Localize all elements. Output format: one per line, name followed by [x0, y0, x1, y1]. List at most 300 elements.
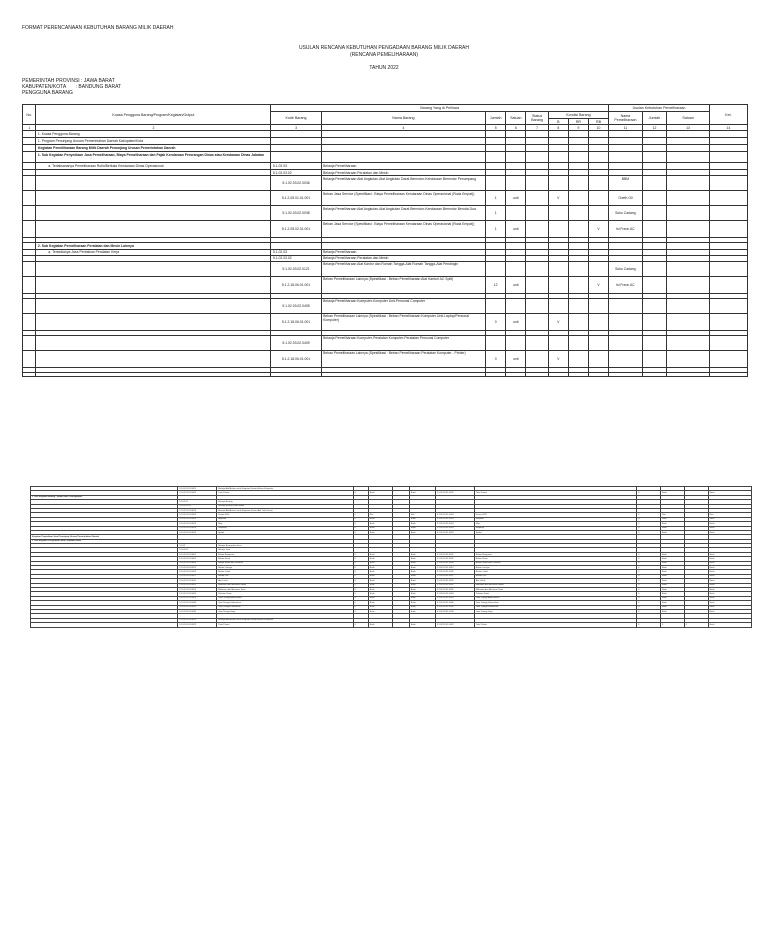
- kondisi-b-cell: V: [548, 191, 568, 206]
- sheet2-cell: Tinta Printer: [474, 491, 636, 495]
- col-num: 3: [271, 125, 321, 131]
- sheet2-cell: Buah: [409, 592, 435, 596]
- sheet2-cell: Jasa Tenaga Kebersihan: [217, 601, 353, 605]
- sheet2-cell: Buah: [368, 601, 392, 605]
- col-num: 8: [548, 125, 568, 131]
- sheet2-cell: Buah: [368, 522, 392, 526]
- sheet2-cell: Bahan Kimia: [217, 557, 353, 561]
- satuan-cell: unit: [506, 313, 526, 330]
- sheet2-cell: 0: [637, 605, 661, 609]
- sheet2-cell: [392, 623, 409, 627]
- sheet2-cell: 0: [637, 517, 661, 521]
- sheet2-cell: Buah: [660, 491, 684, 495]
- sheet2-cell: 5.1.02.01.01.0055: [178, 587, 217, 591]
- header-rr: RR: [568, 119, 588, 125]
- sheet2-cell: Kertas HVS: [217, 513, 353, 517]
- sheet2-cell: 0: [637, 530, 661, 534]
- sheet2-cell: Buah: [660, 561, 684, 565]
- nama-cell: Beban Jasa Service (Spesifikasi : Biaya Pemeliharaan Kendaraan Dinas Operasional (Roda Empat)): [321, 221, 485, 238]
- sheet2-cell: 5.1.02.01.01.0026: [178, 570, 217, 574]
- kondisi-rb-cell: V: [588, 276, 608, 293]
- kode-cell: 5.1.02.03: [271, 163, 321, 170]
- sheet2-cell: Buah: [660, 609, 684, 613]
- sheet2-cell: Map: [474, 522, 636, 526]
- col-num: 5: [486, 125, 506, 131]
- header-rb: RB: [588, 119, 608, 125]
- nama-cell: Belanja Pemeliharaan: [321, 249, 485, 255]
- col-num: 13: [667, 125, 710, 131]
- sheet2-cell: 0: [353, 570, 368, 574]
- nama-cell: Beban Pemeliharaan Lainnya (Spesifikasi : Beban Pemeliharaan Alat Kantor/ AC Split): [321, 276, 485, 293]
- sheet2-cell: Buah: [708, 592, 751, 596]
- sheet2-cell: 0: [353, 526, 368, 530]
- sheet2-cell: Belanja Jasa: [217, 548, 353, 552]
- table-row: [23, 261, 748, 276]
- header-usulan: Usulan Kebutuhan Pemeliharaan: [609, 105, 710, 112]
- sheet2-cell: 0: [637, 609, 661, 613]
- sheet2-cell: Buah: [409, 491, 435, 495]
- jumlah-cell: 0: [486, 313, 506, 330]
- sheet2-row: [31, 623, 752, 627]
- sheet2-cell: Bahan Kimia: [474, 557, 636, 561]
- sheet2-cell: Belanja Alat/Bahan untuk Kegiatan Kantor-Bahan Komputer: [217, 487, 353, 491]
- sheet2-cell: 5.1.02.01.01.0001: [178, 552, 217, 556]
- province-label: PEMERINTAH PROVINSI : JAWA BARAT: [22, 78, 115, 84]
- sheet2-cell: Bahan Bangunan: [217, 552, 353, 556]
- sheet2-cell: Buah: [708, 561, 751, 565]
- sheet2-cell: Buah: [660, 592, 684, 596]
- kode-cell: 5.1.2.18.06.01.001: [271, 276, 321, 293]
- kode-cell: 5.1.2.18.06.01.001: [271, 350, 321, 367]
- row-label: 2. Sub Kegiatan Pemeliharaan Peralatan dan Mesin Lainnya: [36, 243, 271, 249]
- sheet2-cell: Buah: [409, 561, 435, 565]
- sheet2-cell: Buah: [368, 566, 392, 570]
- sheet2-cell: Alat Listrik: [217, 579, 353, 583]
- sheet2-cell: Bahan Bakar dan Pelumas: [217, 561, 353, 565]
- sheet2-cell: Kertas HVS: [474, 513, 636, 517]
- sheet2-cell: Benda Pos: [474, 574, 636, 578]
- user-label: PENGGUNA BARANG: [22, 90, 73, 96]
- sheet2-cell: Alat Listrik: [474, 579, 636, 583]
- sheet2-cell: 5.1.02.01.01.0055: [435, 587, 474, 591]
- sheet2-cell: Belanja Alat/Bahan untuk Kegiatan Kantor-Alat Tulis Kantor: [217, 508, 353, 512]
- pemeliharaan-cell: Isi Freon AC: [609, 276, 643, 293]
- table-row: [23, 131, 748, 138]
- sheet2-cell: Buah: [368, 579, 392, 583]
- sheet2-cell: Jasa Tenaga Administrasi: [217, 596, 353, 600]
- sheet2-cell: Buah: [660, 526, 684, 530]
- sheet2-cell: Rim: [708, 513, 751, 517]
- sheet2-cell: 5.1.02.02.01.0030: [178, 601, 217, 605]
- sheet2-cell: Buah: [708, 579, 751, 583]
- pemeliharaan-cell: Suku Cadang: [609, 206, 643, 221]
- sheet2-cell: 5.1.02.01.01.0024: [435, 526, 474, 530]
- sheet2-cell: 5.1.02.01.01.0002: [435, 557, 474, 561]
- header-kuasa: Kuasa Pengguna Barang/Program/Kegiatan/Output: [36, 105, 271, 125]
- sheet2-cell: 5.1.02: [178, 544, 217, 548]
- header-nama-pemeliharaan: Nama Pemeliharaan: [609, 112, 643, 125]
- header-no: No.: [23, 105, 36, 125]
- sheet2-cell: Jasa Tenaga Administrasi: [474, 596, 636, 600]
- sheet2-cell: 0: [353, 513, 368, 517]
- sheet2-cell: Rim: [368, 513, 392, 517]
- sheet2-cell: Spidol: [474, 530, 636, 534]
- kode-cell: 5.1.02.03.02: [271, 255, 321, 261]
- sheet2-cell: 5.1.02.02.01.0026: [435, 596, 474, 600]
- table-row: [23, 276, 748, 293]
- sheet2-cell: 5.1.02.01.01.0031: [435, 579, 474, 583]
- sheet2-cell: Buah: [660, 579, 684, 583]
- kondisi-rb-cell: V: [588, 221, 608, 238]
- sheet2-cell: 0: [353, 557, 368, 561]
- table-row: [23, 152, 748, 163]
- sheet2-cell: Tinta Printer: [217, 491, 353, 495]
- sheet2-cell: 0: [637, 592, 661, 596]
- nama-cell: Belanja Pemeliharaan Alat Kantor dan Rumah Tangga-Alat Rumah Tangga-Alat Pendingin: [321, 261, 485, 276]
- nama-cell: Belanja Pemeliharaan Komputer-Peralatan Komputer-Peralatan Personal Computer: [321, 335, 485, 350]
- sheet2-cell: Buah: [368, 561, 392, 565]
- sheet2-cell: 5.1.02.01.01.0026: [435, 570, 474, 574]
- sheet2-cell: 0: [353, 579, 368, 583]
- sheet2-cell: Buah: [660, 530, 684, 534]
- jumlah-cell: 1: [486, 206, 506, 221]
- sheet2-cell: Bahan Bakar dan Pelumas: [474, 561, 636, 565]
- sheet2-cell: 5.1.02.01.01.0024: [178, 522, 217, 526]
- sheet2-cell: 5.1.02.01: [178, 500, 217, 504]
- sheet2-cell: 5.1.02.02.01.0033: [178, 609, 217, 613]
- table-row: [23, 138, 748, 145]
- sheet2-cell: Ballpoint: [217, 517, 353, 521]
- sheet2-cell: 5.1.02.01.01.0024: [435, 522, 474, 526]
- row-label: a. Tersedianya Jasa Perbaikan Peralatan Kerja: [36, 249, 271, 255]
- sheet2-cell: Buah: [368, 583, 392, 587]
- sheet2-cell: 5.1.02.01.01.0029: [435, 491, 474, 495]
- sheet2-cell: 5.1.02.01.01.0027: [178, 574, 217, 578]
- sheet2-cell: 0: [637, 587, 661, 591]
- sheet2-cell: Buah: [368, 587, 392, 591]
- sheet2-cell: 5.1.02.01.01.0052: [178, 583, 217, 587]
- sheet2-cell: Buah: [708, 609, 751, 613]
- sheet2-cell: Buah: [660, 557, 684, 561]
- sheet2-cell: 0: [637, 552, 661, 556]
- city-label: KABUPATEN/KOTA : BANDUNG BARAT: [22, 84, 122, 90]
- sheet2-cell: Bahan Cetak: [474, 570, 636, 574]
- sheet2-cell: Buah: [409, 557, 435, 561]
- sheet2-cell: 0: [637, 522, 661, 526]
- header-jumlah: Jumlah: [486, 112, 506, 125]
- sheet2-cell: Stopmap: [217, 526, 353, 530]
- nama-cell: Belanja Pemeliharaan Alat Angkutan-Alat Angkutan Darat Bermotor-Kendaraan Bermotor Beroda Dua: [321, 206, 485, 221]
- col-num: 14: [709, 125, 747, 131]
- sheet2-cell: Buah: [409, 552, 435, 556]
- header-status: Status Barang: [526, 112, 548, 125]
- sheet2-cell: Buah: [660, 574, 684, 578]
- sheet2-cell: Belanja Barang Pakai Habis: [217, 504, 353, 508]
- table-row: [23, 176, 748, 191]
- sheet2-cell: Jasa Tenaga Kebersihan: [474, 601, 636, 605]
- sheet2-cell: Makanan dan Minuman Tamu: [217, 587, 353, 591]
- kode-cell: 5.1.2.05.01.01.001: [271, 191, 321, 206]
- sheet2-cell: Buah: [660, 601, 684, 605]
- header-b: B: [548, 119, 568, 125]
- nama-cell: Belanja Pemeliharaan: [321, 163, 485, 170]
- sheet2-cell: Pakaian Dinas: [474, 592, 636, 596]
- sheet2-cell: Buah: [708, 587, 751, 591]
- sheet2-cell: 5.1.02.01.01.0029: [435, 623, 474, 627]
- header-barang-dipelihara: Barang Yang di Pelihara: [271, 105, 609, 112]
- header-u-satuan: Satuan: [667, 112, 710, 125]
- sheet2-cell: Buah: [409, 601, 435, 605]
- sheet2-cell: 0: [660, 623, 684, 627]
- table-row: [23, 221, 748, 238]
- sheet2-cell: Jasa Tenaga Keamanan: [474, 605, 636, 609]
- sheet2-cell: Buah: [368, 596, 392, 600]
- sheet2-cell: 1. Sub Kegiatan Barang - Bahan dan Perlengkapan: [31, 495, 178, 499]
- sheet2-cell: [31, 623, 178, 627]
- sheet2-cell: Benda Pos: [217, 574, 353, 578]
- sheet2-cell: 0: [637, 513, 661, 517]
- sheet2-cell: 0: [353, 592, 368, 596]
- sheet2-cell: Ballpoint: [474, 517, 636, 521]
- sheet2-cell: Jasa Tenaga Supir: [474, 609, 636, 613]
- sheet2-cell: Buah: [708, 570, 751, 574]
- pemeliharaan-cell: Suku Cadang: [609, 261, 643, 276]
- sheet2-cell: Buah: [409, 522, 435, 526]
- sheet2-cell: 1. Sub Kegiatan Penyediaan Jasa Peralatan Dinas: [31, 539, 178, 543]
- sheet2-cell: Buah: [409, 574, 435, 578]
- secondary-sheet-table: [30, 486, 752, 628]
- jumlah-cell: 1: [486, 221, 506, 238]
- sheet2-cell: 0: [353, 561, 368, 565]
- sheet2-cell: 5.1.02.01.01.0024: [435, 517, 474, 521]
- sheet2-cell: 5.1.02.02.01.0026: [178, 596, 217, 600]
- sheet2-cell: Buah: [409, 609, 435, 613]
- sheet2-cell: 0: [353, 491, 368, 495]
- sheet2-cell: 5.1.02.01.01.0064: [178, 592, 217, 596]
- table-row: [23, 191, 748, 206]
- table-row: [23, 298, 748, 313]
- sheet2-cell: 5.1.02.02.01.0033: [435, 609, 474, 613]
- sheet2-cell: Makanan dan Minuman Rapat: [217, 583, 353, 587]
- sheet2-cell: 5.1.02.01.01.0029: [178, 487, 217, 491]
- nama-cell: Belanja Pemeliharaan Alat Angkutan-Alat Angkutan Darat Bermotor-Kendaraan Bermotor Penumpang: [321, 176, 485, 191]
- sheet2-cell: 0: [637, 574, 661, 578]
- sheet2-cell: 0: [353, 522, 368, 526]
- sheet2-cell: 5.1.02.02.01.0030: [435, 601, 474, 605]
- sheet2-cell: Jasa Tenaga Keamanan: [217, 605, 353, 609]
- sheet2-cell: 0: [353, 530, 368, 534]
- sheet2-cell: Bahan Lainnya: [474, 566, 636, 570]
- satuan-cell: unit: [506, 221, 526, 238]
- sheet2-cell: 5.1.02.01.01.0004: [435, 561, 474, 565]
- sheet2-cell: 5.1.02.01.01.0004: [178, 561, 217, 565]
- sheet2-cell: 5.1.02.01.01.0029: [178, 618, 217, 622]
- row-label: 1. Sub Kegiatan Penyediaan Jasa Pemeliharaan, Biaya Pemeliharaan dan Pajak Kendaraan Perorangan Dinas atau Kendaraan Dinas Jabatan: [36, 152, 271, 163]
- header-kondisi: Kondisi Barang: [548, 112, 608, 119]
- sheet2-cell: Buah: [409, 517, 435, 521]
- sheet2-cell: 5.1.02.01.01.0012: [435, 566, 474, 570]
- header-kode: Kode Barang: [271, 112, 321, 125]
- sheet2-cell: 5.1.02.01.01.0031: [178, 579, 217, 583]
- sheet2-cell: 0: [637, 623, 661, 627]
- sheet2-cell: Buah: [660, 605, 684, 609]
- col-num: 12: [642, 125, 667, 131]
- sheet2-cell: Belanja Barang dan Jasa: [217, 544, 353, 548]
- sheet2-cell: 0: [353, 601, 368, 605]
- sheet2-cell: 0: [353, 605, 368, 609]
- sheet2-cell: 5.1.02.01.01.0027: [435, 574, 474, 578]
- sheet2-cell: 0: [684, 623, 708, 627]
- sheet2-cell: 0: [353, 574, 368, 578]
- sheet2-cell: Makanan dan Minuman Rapat: [474, 583, 636, 587]
- sheet2-cell: Buah: [368, 592, 392, 596]
- sheet2-cell: 5.1.02.01.01.0029: [178, 623, 217, 627]
- table-row: [23, 145, 748, 152]
- sheet2-cell: Buah: [660, 583, 684, 587]
- sheet2-cell: 5.1.02.02.01.0031: [435, 605, 474, 609]
- sheet2-cell: Buah: [708, 566, 751, 570]
- col-num: 1: [23, 125, 36, 131]
- sheet2-cell: Rim: [409, 513, 435, 517]
- kondisi-b-cell: V: [548, 350, 568, 367]
- sheet2-cell: 0: [353, 566, 368, 570]
- sheet2-cell: Kegiatan Penyediaan Jasa Penunjang Urusan Pemerintahan Daerah: [31, 535, 178, 539]
- header-satuan: Satuan: [506, 112, 526, 125]
- sheet2-cell: 5.1.02.02: [178, 548, 217, 552]
- sheet2-cell: Buah: [409, 605, 435, 609]
- sheet2-cell: 0: [353, 596, 368, 600]
- sheet2-cell: Bahan Bangunan: [474, 552, 636, 556]
- sheet2-cell: Buah: [409, 587, 435, 591]
- nama-cell: Belanja Pemeliharaan Peralatan dan Mesin: [321, 170, 485, 176]
- sheet2-cell: 5.1.02.01.01.0064: [435, 592, 474, 596]
- col-num: 6: [506, 125, 526, 131]
- nama-cell: Beban Pemeliharaan Lainnya (Spesifikasi : Beban Pemeliharaan Komputer Unit-Laptop/Personal Komputer): [321, 313, 485, 330]
- sheet2-cell: 5.1.02.01.01.0024: [178, 513, 217, 517]
- sheet2-cell: Buah: [368, 609, 392, 613]
- sheet2-cell: Buah: [660, 566, 684, 570]
- sheet2-cell: Buah: [409, 583, 435, 587]
- sheet2-cell: Rim: [660, 513, 684, 517]
- row-label: Kegiatan Pemeliharaan Barang Milik Daerah Penunjang Urusan Pemerintahan Daerah: [36, 145, 271, 152]
- sheet2-cell: 0: [353, 552, 368, 556]
- sheet2-cell: Belanja Barang: [217, 500, 353, 504]
- sheet2-cell: 5.1.02.01.01.0029: [178, 491, 217, 495]
- sheet2-cell: Buah: [368, 491, 392, 495]
- sheet2-cell: Buah: [708, 601, 751, 605]
- sheet2-cell: 5.1.02.01.01.0024: [178, 508, 217, 512]
- sheet2-cell: 5.1.02.01.01.0024: [178, 530, 217, 534]
- sheet2-cell: 0: [637, 526, 661, 530]
- sheet2-cell: 5.1.02.01.01.0024: [435, 513, 474, 517]
- jumlah-cell: 0: [486, 350, 506, 367]
- header-ket: Ket.: [709, 105, 747, 125]
- sheet2-cell: Buah: [708, 552, 751, 556]
- satuan-cell: unit: [506, 191, 526, 206]
- sheet2-cell: Buah: [660, 587, 684, 591]
- sheet2-cell: Buah: [660, 522, 684, 526]
- sheet2-cell: Bahan Lainnya: [217, 566, 353, 570]
- sheet2-cell: 5.1.02.01.01.0024: [178, 517, 217, 521]
- sheet2-cell: Map: [217, 522, 353, 526]
- table-row: [23, 313, 748, 330]
- sheet2-cell: 0: [637, 566, 661, 570]
- sheet2-cell: 0: [637, 561, 661, 565]
- sheet2-cell: 5.1.02.01.01.0012: [178, 566, 217, 570]
- nama-cell: Belanja Pemeliharaan Komputer-Komputer Unit-Personal Computer: [321, 298, 485, 313]
- sheet2-cell: 0: [637, 583, 661, 587]
- kode-cell: 5.1.02.03: [271, 249, 321, 255]
- kode-cell: 5.1.2.18.06.01.001: [271, 313, 321, 330]
- sheet2-cell: Buah: [660, 552, 684, 556]
- sheet2-cell: 0: [353, 623, 368, 627]
- sheet2-cell: 0: [353, 587, 368, 591]
- sheet2-cell: Buah: [708, 517, 751, 521]
- sheet2-cell: Buah: [409, 526, 435, 530]
- sheet2-cell: 5.1.02.01.01.0024: [178, 526, 217, 530]
- sheet2-cell: Buah: [409, 570, 435, 574]
- col-num: 11: [609, 125, 643, 131]
- sheet2-cell: Buah: [660, 570, 684, 574]
- jumlah-cell: 12: [486, 276, 506, 293]
- sheet2-cell: Buah: [708, 491, 751, 495]
- pemeliharaan-cell: Oveth Oil: [609, 191, 643, 206]
- format-title: FORMAT PERENCANAAN KEBUTUHAN BARANG MILIK DAERAH: [22, 25, 174, 31]
- sheet2-cell: Belanja Alat/Bahan untuk Kegiatan Kantor-Bahan Komputer: [217, 618, 353, 622]
- sheet2-cell: Jasa Tenaga Supir: [217, 609, 353, 613]
- header-u-jumlah: Jumlah: [642, 112, 667, 125]
- sheet2-cell: Buah: [368, 517, 392, 521]
- sheet2-cell: Buah: [708, 605, 751, 609]
- sheet2-cell: Buah: [660, 596, 684, 600]
- kode-cell: 5.1.2.05.02.01.001: [271, 221, 321, 238]
- col-num: 7: [526, 125, 548, 131]
- row-label: 1. Kuasa Pengguna Barang: [36, 131, 271, 138]
- sheet2-cell: Tinta Printer: [217, 623, 353, 627]
- table-row: [23, 206, 748, 221]
- sheet2-cell: Stopmap: [474, 526, 636, 530]
- sheet2-cell: Buah: [708, 596, 751, 600]
- header-nama: Nama Barang: [321, 112, 485, 125]
- sheet2-cell: Buah: [409, 596, 435, 600]
- sheet2-cell: Buah: [368, 623, 392, 627]
- table-row: [23, 350, 748, 367]
- doc-year: TAHUN 2022: [369, 65, 399, 71]
- sheet2-cell: Buah: [409, 530, 435, 534]
- sheet2-cell: 0: [637, 596, 661, 600]
- sheet2-cell: Buah: [660, 517, 684, 521]
- sheet2-cell: 0: [353, 517, 368, 521]
- row-label: 1. Program Penunjang Urusan Pemerintahan Daerah Kabupaten/Kota: [36, 138, 271, 145]
- sheet2-cell: Buah: [708, 522, 751, 526]
- satuan-cell: unit: [506, 276, 526, 293]
- kode-cell: 5.1.02.03.02.0405: [271, 298, 321, 313]
- planning-table: [22, 104, 748, 377]
- sheet2-cell: Buah: [708, 583, 751, 587]
- sheet2-cell: Buah: [409, 623, 435, 627]
- sheet2-cell: Pakaian Dinas: [217, 592, 353, 596]
- sheet2-cell: 0: [637, 491, 661, 495]
- col-num: 9: [568, 125, 588, 131]
- sheet2-cell: Buah: [708, 530, 751, 534]
- sheet2-cell: Buah: [368, 526, 392, 530]
- sheet2-cell: 0: [637, 557, 661, 561]
- nama-cell: Belanja Pemeliharaan Peralatan dan Mesin: [321, 255, 485, 261]
- sheet2-cell: 5.1.02.01.01.0001: [435, 552, 474, 556]
- sheet2-cell: 5.1.02.01.01.0024: [435, 530, 474, 534]
- kode-cell: 5.1.02.03.02.0038: [271, 206, 321, 221]
- col-num: 10: [588, 125, 608, 131]
